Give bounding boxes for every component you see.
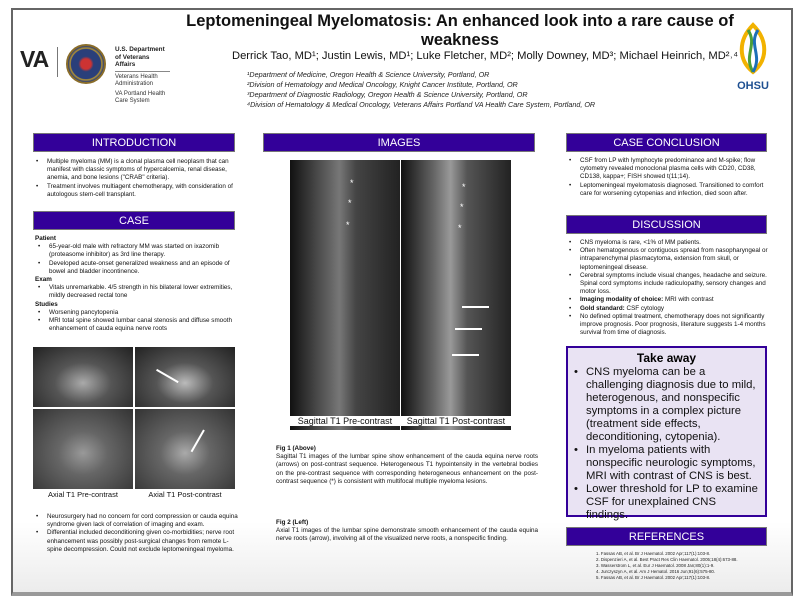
takeaway-title: Take away	[636, 351, 697, 365]
affiliation: ²Division of Hematology and Medical Oncology, Knight Cancer Institute, Portland, OR	[247, 80, 518, 89]
subheading: Fig 1 (Above)	[276, 445, 316, 452]
list-item: • MRI total spine showed lumbar canal stenosis and diffuse smooth enhancement of cauda equina nerve roots	[35, 317, 235, 333]
list-item	[566, 305, 771, 313]
list-item: • CNS myeloma is rare, <1% of MM patients.	[566, 239, 771, 247]
subheading: Patient	[35, 235, 56, 242]
list-item	[566, 296, 771, 304]
axial-pre-image-top	[33, 347, 133, 407]
sagittal-pre-caption: Sagittal T1 Pre-contrast	[290, 416, 400, 426]
takeaway-box	[566, 346, 767, 521]
asterisk-icon: *	[460, 202, 464, 212]
affiliation: ⁴Division of Hematology & Medical Oncology, Veterans Affairs Portland VA Health Care System, Portland, OR	[247, 100, 596, 109]
discussion-text	[566, 239, 771, 337]
authors: Derrick Tao, MD¹; Justin Lewis, MD¹; Luke Fletcher, MD²; Molly Downey, MD³; Michael Heinrich, MD²˒⁴	[232, 50, 739, 62]
reference: 1. Fassas AB, et al. Br J Haematol. 2002 Apr;117(1):103-8.	[596, 551, 711, 556]
arrow-icon	[455, 328, 482, 330]
sagittal-pre-image	[290, 160, 400, 430]
axial-post-image-top	[135, 347, 235, 407]
list-item: • In myeloma patients with nonspecific neurologic symptoms, MRI with contrast of CNS is best.	[574, 444, 759, 483]
case-more-text	[33, 513, 238, 554]
case-header: CASE	[33, 211, 235, 230]
reference: 4. Jurczyszyn A, et al. Am J Hematol. 2016 Jun;91(6):575-80.	[596, 569, 716, 574]
images-header: IMAGES	[263, 133, 535, 152]
fig1-caption	[276, 445, 538, 486]
list-item: • Differential included deconditioning given co-morbidities; nerve root enhancement was possibly post-surgical changes from remote L-spine decompression. Could not exclude leptomeningeal myeloma.	[33, 529, 238, 554]
asterisk-icon: *	[462, 182, 466, 192]
sagittal-post-image	[401, 160, 511, 430]
axial-pre-image	[33, 409, 133, 489]
asterisk-icon: *	[348, 198, 352, 208]
va-seal-icon	[66, 44, 106, 84]
subheading: Studies	[35, 300, 58, 308]
value: MRI with contrast	[663, 296, 714, 304]
intro-text	[33, 158, 238, 199]
axial-post-caption: Axial T1 Post-contrast	[135, 490, 235, 499]
divider	[57, 47, 58, 77]
list-item: • Often hematogenous or contiguous spread from nasopharyngeal or intraparenchymal plasmacytoma, extension from skull, or leptomeningeal disease.	[566, 247, 771, 272]
fig2-text: Axial T1 images of the lumbar spine demonstrate smooth enhancement of the cauda equina nerve roots (arrow), involving all of the visualized nerve roots, a nonspecific finding.	[276, 527, 538, 543]
list-item: • 65-year-old male with refractory MM was started on ixazomib (proteasome inhibitor) as 3rd line therapy.	[35, 243, 235, 259]
ohsu-logo: OHSU	[728, 20, 778, 90]
asterisk-icon: *	[458, 223, 462, 233]
references-header: REFERENCES	[566, 527, 767, 546]
arrow-icon	[462, 306, 489, 308]
list-item: • Neurosurgery had no concern for cord compression or cauda equina syndrome given lack of correlation of imaging and exam.	[33, 513, 238, 529]
list-item: • Lower threshold for LP to examine CSF for unexplained CNS findings.	[574, 483, 759, 522]
subheading: Fig 2 (Left)	[276, 519, 309, 526]
case-text	[35, 235, 235, 333]
fig1-text: Sagittal T1 images of the lumbar spine show enhancement of the cauda equina nerve roots (arrows) on post-contrast sequence. Heterogeneous T1 hypointensity in the vertebral bodies on the pre-contrast sequence with corresponding heterogeneous enhancement on the post-contrast sequence (*) is consistent with multifocal multiple myeloma lesions.	[276, 453, 538, 485]
list-item: • Developed acute-onset generalized weakness and an episode of bowel and bladder incontinence.	[35, 260, 235, 276]
poster-title: Leptomeningeal Myelomatosis: An enhanced look into a rare cause of weakness	[186, 12, 734, 49]
list-item: • Treatment involves multiagent chemotherapy, with consideration of autologous stem-cell transplant.	[33, 183, 238, 199]
value: CSF cytology	[624, 304, 664, 312]
reference: 3. Wasserstrom L, et al. Eur J Haematol. 2008 Jan;80(1):1-9.	[596, 563, 715, 568]
arrow-icon	[452, 354, 479, 356]
asterisk-icon: *	[346, 220, 350, 230]
sagittal-post-caption: Sagittal T1 Post-contrast	[401, 416, 511, 426]
conclusion-text	[566, 157, 771, 198]
asterisk-icon: *	[350, 178, 354, 188]
label: Gold standard:	[580, 304, 625, 312]
list-item: • Worsening pancytopenia	[35, 309, 235, 317]
list-item: • No defined optimal treatment, chemotherapy does not significantly improve prognosis. Poor prognosis, literature suggests 1-4 months survival from time of diagnosis.	[566, 313, 771, 338]
fig2-caption	[276, 519, 538, 544]
axial-pre-caption: Axial T1 Pre-contrast	[33, 490, 133, 499]
conclusion-header: CASE CONCLUSION	[566, 133, 767, 152]
discussion-header: DISCUSSION	[566, 215, 767, 234]
list-item: • Leptomeningeal myelomatosis diagnosed. Transitioned to comfort care for worsening cytopenias and infection, died soon after.	[566, 182, 771, 198]
reference: 5. Fassas AB, et al. Br J Haematol. 2002 Apr;117(1):103-8.	[596, 575, 711, 580]
subheading: Exam	[35, 276, 52, 284]
axial-post-image	[135, 409, 235, 489]
va-text: U.S. Department of Veterans Affairs Veterans Health Administration VA Portland Health Care System	[115, 46, 170, 106]
affiliation: ¹Department of Medicine, Oregon Health & Science University, Portland, OR	[247, 70, 490, 79]
reference: 2. Dispenzieri A, et al. Best Pract Res Clin Haematol. 2005;18(4):673-88.	[596, 557, 738, 562]
list-item: • Multiple myeloma (MM) is a clonal plasma cell neoplasm that can manifest with classic symptoms of hypercalcemia, renal disease, anemia, and bone lesions ("CRAB" criteria).	[33, 158, 238, 183]
list-item: • Cerebral symptoms include visual changes, headache and seizure. Spinal cord symptoms include radiculopathy, sensory changes and motor loss.	[566, 272, 771, 297]
label: Imaging modality of choice:	[580, 296, 664, 304]
va-logo: VA	[20, 46, 49, 72]
intro-header: INTRODUCTION	[33, 133, 235, 152]
affiliations	[247, 70, 595, 110]
list-item: • Vitals unremarkable. 4/5 strength in his bilateral lower extremities, mildly decreased rectal tone	[35, 284, 235, 300]
list-item: • CSF from LP with lymphocyte predominance and M-spike; flow cytometry revealed monoclonal plasma cells with CD20, CD38, CD138, kappa+; FISH showed t(11;14).	[566, 157, 771, 182]
list-item: • CNS myeloma can be a challenging diagnosis due to mild, heterogenous, and nonspecific symptoms in a complex picture (treatment side effects, deconditioning, cytopenia).	[574, 366, 759, 444]
references-list	[596, 551, 738, 581]
affiliation: ³Department of Diagnostic Radiology, Oregon Health & Science University, Portland, OR	[247, 90, 528, 99]
